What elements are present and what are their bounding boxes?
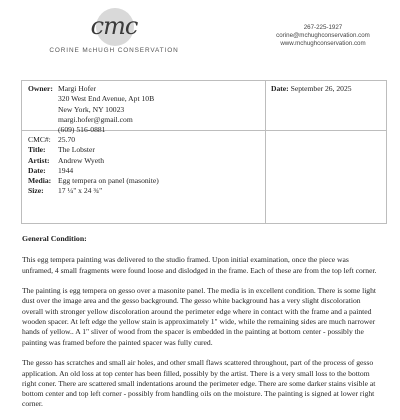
cmc-label: CMC#: [28,135,51,144]
general-condition-section [22,234,378,420]
contact-website[interactable]: www.mchughconservation.com [280,40,366,48]
contact-info [268,24,378,49]
contact-email[interactable]: corine@mchughconservation.com [276,32,370,40]
date-label: Date: [271,84,289,93]
owner-address-line1: 320 West End Avenue, Apt 10B [58,94,155,104]
info-table [21,80,387,224]
owner-label: Owner: [28,84,53,93]
owner-phone: (609) 516-0881 [58,125,106,135]
date-value: September 26, 2025 [290,84,352,93]
cmc-value: 25.70 [58,135,76,144]
owner-block [28,84,154,135]
condition-paragraph-2: The painting is egg tempera on gesso over a masonite panel. The media is in excellent condition. There is some light dust over the image area and the gesso background. The gesso white background has a very slight discoloration overall with stronger yellow discoloration around the perimeter edge where in contact with the frame and a painted wooden spacer. At left edge the yellow stain is approximately 1" wide, while the remaining sides are much narrower hands of yellow.. A 1" sliver of wood from the spacer is embedded in the painting at bottom center - possibly the painting was framed before the painted spacer was fully cured. [22,286,377,347]
owner-email: margi.hofer@gmail.com [58,114,133,124]
object-date-label: Date: [28,165,46,175]
owner-address-line2: New York, NY 10023 [58,104,125,114]
media-value: Egg tempera on panel (masonite) [58,176,159,186]
logo-company-name: CORINE McHUGH CONSERVATION [49,47,179,54]
object-date-value: 1944 [58,165,74,175]
contact-phone: 267-225-1927 [303,24,343,31]
owner-name: Margi Hofer [58,84,97,93]
media-label: Media: [28,176,52,186]
logo-monogram: cmc [90,12,138,40]
condition-paragraph-3: The gesso has scratches and small air holes, and other small flaws scattered throughout, part of the process of gesso application. An old loss at top center has been filled, possibly by the artist. There is a very small loss to the bottom right coner. There are scattered small indentations around the perimeter edge. There are some darker stains visible at bottom center and top left corner - possibly from handling oils on the moisture. The painting is signed at lower right corner. [22,358,376,409]
letterhead [0,0,400,62]
artist-label: Artist: [28,155,50,165]
size-label: Size: [28,186,44,196]
report-date [271,84,352,94]
size-value: 17 ¼" x 24 ¾" [58,186,103,196]
section-heading: General Condition: [22,234,87,243]
artist-value: Andrew Wyeth [58,155,105,165]
company-logo [34,6,194,62]
title-label: Title: [28,145,46,155]
table-divider-vertical [265,81,266,223]
title-value: The Lobster [58,145,95,155]
condition-paragraph-1: This egg tempera painting was delivered to the studio framed. Upon initial examination, once the piece was unframed, 4 small fragments were found loose and dislodged in the frame. Each of these are from the top left corner. [22,255,377,275]
object-details [28,135,159,197]
